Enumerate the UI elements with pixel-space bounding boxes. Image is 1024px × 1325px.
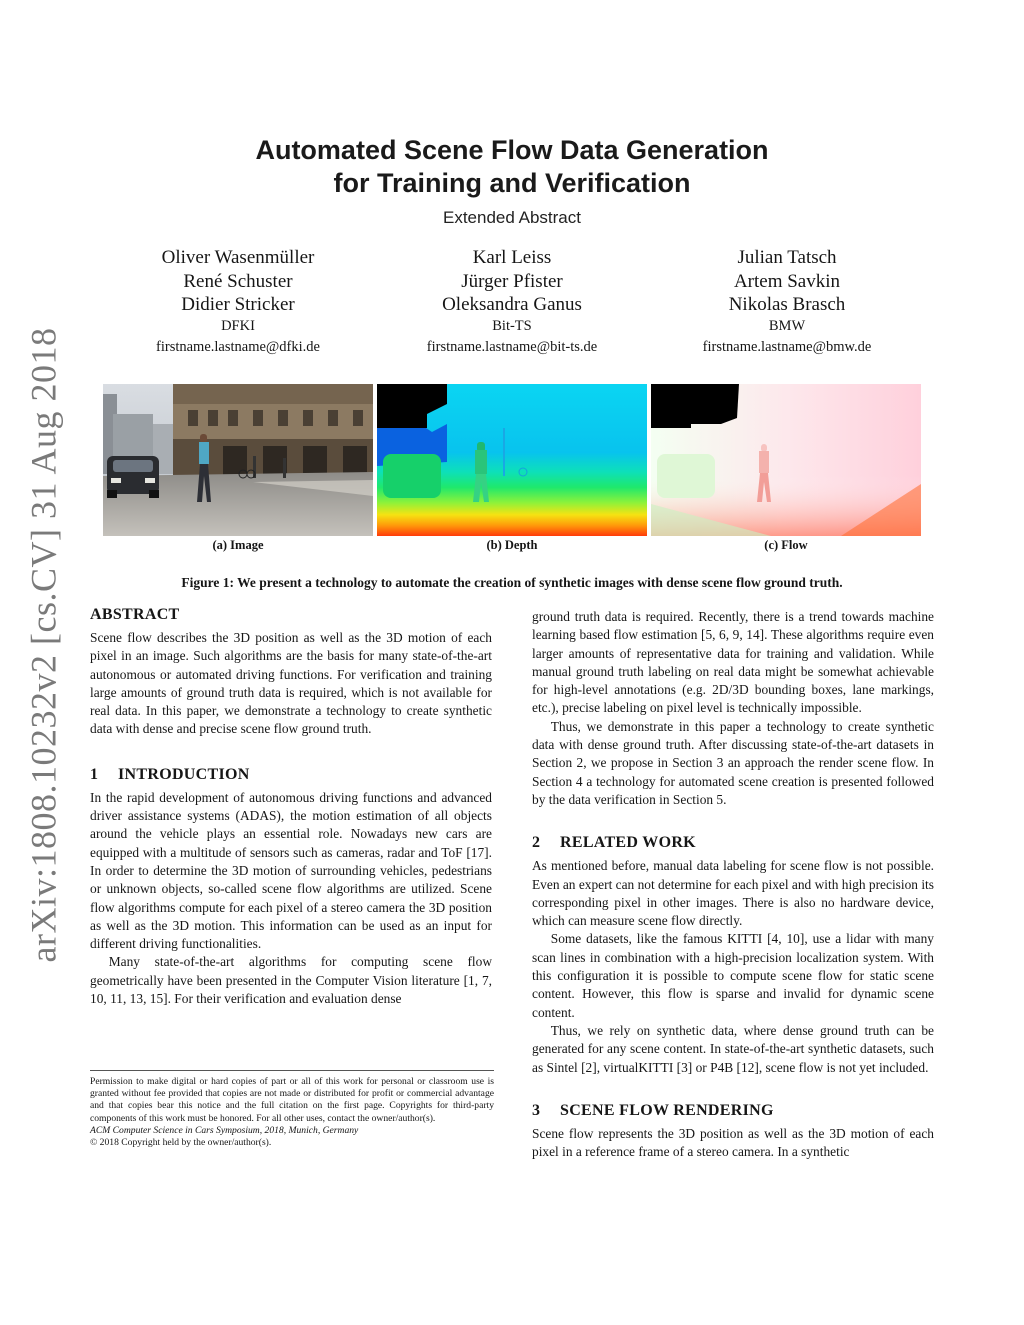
title-line-2: for Training and Verification [333,168,691,198]
email: firstname.lastname@bmw.de [702,338,872,355]
subcaption-flow: (c) Flow [764,538,808,552]
section-number: 3 [532,1101,541,1119]
section-title: RELATED WORK [560,834,696,852]
title-line-1: Automated Scene Flow Data Generation [255,135,769,165]
rendering-heading [532,1101,934,1121]
arxiv-stamp: arXiv:1808.10232v2 [cs.CV] 31 Aug 2018 [23,327,63,963]
continued-paragraph: ground truth data is required. Recently, there is a trend towards machine learning based flow estimation [5, 6, 9, 14]. These algorithms require even larger amounts of representative data for training and validation. While manual ground truth labeling on real data might be somewhat achievable for high-level annotations (e.g. 2D/3D bounding boxes, lane markings, etc.), precise labeling on pixel level is technically impossible. [532,609,934,716]
author-name: Jürger Pfister [461,270,563,292]
related-paragraph-3: Thus, we rely on synthetic data, where dense ground truth can be generated for any scene content. In state-of-the-art synthetic datasets, such as Sintel [2], virtualKITTI [3] or P4B [12], scene flow is not yet included. [532,1022,934,1075]
permission-footnote [90,1070,494,1149]
figure-caption: Figure 1: We present a technology to automate the creation of synthetic images with dense scene flow ground truth. [181,575,843,590]
intro-heading [90,765,492,785]
related-work-heading [532,833,934,853]
subcaption-depth: (b) Depth [486,538,538,552]
affiliation: Bit-TS [492,317,532,334]
section-title: INTRODUCTION [118,765,250,783]
email: firstname.lastname@dfki.de [156,338,320,355]
intro-paragraph-1: In the rapid development of autonomous driving functions and advanced driver assistance systems (ADAS), the motion estimation of all objects around the vehicle plays an essential role. Nowadays new cars are equipped with a multitude of sensors such as cameras, radar and ToF [17]. In order to determine the 3D motion of surrounding vehicles, pedestrians or unknown objects, so-called scene flow algorithms are utilized. Scene flow algorithms compute for each pixel of a stereo camera the 3D position as well as the 3D motion. This information can be used as an input for different driving functionalities. [90,789,492,952]
figure-depth-map [377,384,647,536]
subtitle: Extended Abstract [443,208,581,227]
related-paragraph-1: As mentioned before, manual data labeling for scene flow is not possible. Even an expert can not determine for each pixel and with high precision its corresponding pixel in other images. There is also no hardware device, which can measure scene flow directly. [532,858,934,929]
related-paragraph-2: Some datasets, like the famous KITTI [4, 10], use a lidar with many scan lines in combination with a high-precision localization system. With this configuration it is possible to compute scene flow for static scene content. However, this flow is sparse and invalid for dynamic scene content. [532,931,934,1020]
overview-paragraph: Thus, we demonstrate in this paper a technology to create synthetic data with dense ground truth. After discussing state-of-the-art datasets in Section 2, we propose in Section 3 an approach the render scene flow. In Section 4 a technology for automated scene creation is presented followed by the data verification in Section 5. [532,718,934,807]
author-name: Julian Tatsch [737,247,837,268]
email: firstname.lastname@bit-ts.de [426,338,598,355]
copyright-text: © 2018 Copyright held by the owner/author(s). [90,1137,272,1149]
author-name: Artem Savkin [733,270,841,292]
section-number: 1 [90,765,99,783]
intro-paragraph-2: Many state-of-the-art algorithms for computing scene flow geometrically have been presented in the Computer Vision literature [1, 7, 10, 11, 13, 15]. For their verification and evaluation dense [90,954,492,1007]
left-column [90,605,492,1008]
venue-text: ACM Computer Science in Cars Symposium, 2018, Munich, Germany [90,1124,359,1136]
author-name: Karl Leiss [472,247,552,268]
author-name: René Schuster [183,270,293,292]
abstract-text: Scene flow describes the 3D position as well as the 3D motion of each pixel in an image. Such algorithms are the basis for many state-of-the-art autonomous or automated driving functions. For verification and training large amounts of ground truth data is required, which is not available for real data. In this paper, we demonstrate a technology to create synthetic data with dense and precise scene flow ground truth. [90,630,492,737]
section-title: SCENE FLOW RENDERING [560,1101,774,1119]
author-name: Oliver Wasenmüller [161,247,315,268]
author-name: Didier Stricker [181,294,295,315]
section-number: 2 [532,834,541,852]
rendering-paragraph-1: Scene flow represents the 3D position as well as the 3D motion of each pixel in a reference frame of a stereo camera. In a synthetic [532,1125,934,1160]
right-column [532,608,934,1161]
abstract-heading: ABSTRACT [90,606,180,623]
author-name: Nikolas Brasch [728,294,846,315]
figure-image-street [103,384,373,536]
affiliation: DFKI [221,317,255,334]
author-group-bmw [622,246,952,358]
paper-title [150,134,874,200]
author-name: Oleksandra Ganus [442,294,582,315]
permission-text: Permission to make digital or hard copies of part or all of this work for personal or classroom use is granted without fee provided that copies are not made or distributed for profit or commercial advantage and that copies bear this notice and the full citation on the first page. Copyrights for third-party components of this work must be honored. For all other uses, contact the owner/author(s). [90,1076,494,1124]
figure-flow-field [651,384,921,536]
affiliation: BMW [768,317,806,334]
subcaption-image: (a) Image [212,538,264,552]
